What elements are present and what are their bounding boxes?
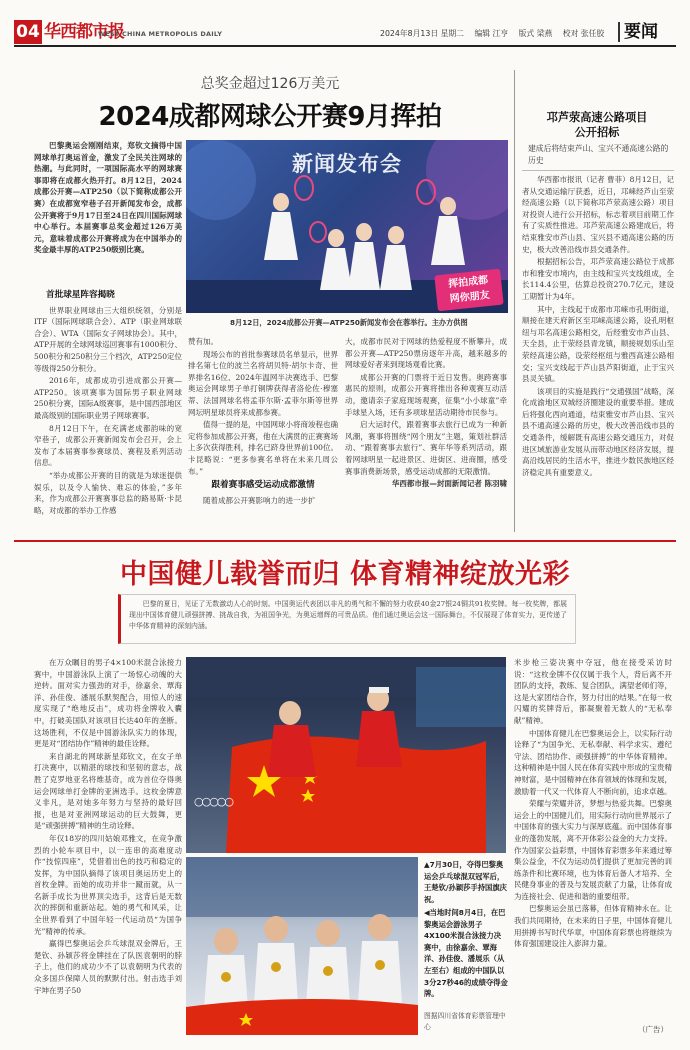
tennis-headline: 2024成都网球公开赛9月挥拍	[98, 102, 442, 132]
tennis-col2-tail: 随着成都公开赛影响力的进一步扩	[203, 495, 316, 505]
swimming-scene	[186, 857, 418, 1035]
highway-para: 华西都市报讯（记者 曹菲）8月12日，记者从交通运输厅获悉，近日，邛崃经芦山至荥经高速公路（以下简称邛芦荥高速公路）项目对投资人进行公开招标，标志着项目前期工作有了实质性推进。邛芦荥高速公路建成后，将结束雅安市芦山县、宝兴县不通高速公路的历史，极大改善沿线市县交通条件。	[522, 175, 674, 254]
olympics-right-para: 米步枪三姿决赛中夺冠，他在接受采访时说：“这枚金牌不仅仅属于我个人，背后离不开团队的支持，教练、复合团队，满望老师们等，这是大家团结合作，努力付出的结果。”在每一枚闪耀的奖牌背后，都凝聚着无数人的“无私奉献”精神。	[514, 658, 672, 725]
tennis-column-3	[345, 336, 507, 532]
tennis-kicker: 总奖金超过126万美元	[200, 76, 340, 92]
olympics-headline: 中国健儿载誉而归 体育精神绽放光彩	[120, 559, 570, 590]
olympics-intro-box	[118, 594, 576, 644]
header-rule	[14, 45, 676, 47]
tennis-subhead-1: 首批球星阵容揭晓	[46, 290, 115, 300]
table-tennis-caption: ▲7月30日，夺得巴黎奥运会乒乓球混双冠军后，王楚钦/孙颖莎手持国旗庆祝。	[424, 860, 507, 904]
swimming-relay-photo	[186, 857, 418, 1035]
tennis-column-2	[188, 336, 338, 532]
tennis-col1-para: “举办成都公开赛的目的就是为球迷提供娱乐，以及令人愉快、难忘的体验，”多年来，作为成都公开赛赛事总监的路易斯·卡昆略，对成都的举办工作感	[34, 470, 182, 515]
highway-body	[522, 174, 674, 532]
table-tennis-photo	[186, 657, 506, 853]
tennis-col2-para: 现场公布的首批参赛球员名单显示，世界排名第七位的波兰名将胡贝特·胡尔卡奇、世界排名16位、2024年温网半决赛选手、巴黎奥运会网球男子单打铜牌获得者洛伦佐·穆塞蒂、法国网球名将孟菲尔斯·孟菲尔斯等世界网坛明星球员将来成都参赛。	[188, 349, 338, 417]
tennis-col1-para: 2016年，成都成功引进成都公开赛—ATP250。该项赛事为国际男子职业网球250积分赛，国际A级赛事，是中国西部地区最高级别的国际职业男子网球赛事。	[34, 376, 182, 420]
tennis-col3-para: 大，成都市民对于网球的热爱程度不断攀升，成都公开赛—ATP250票房逐年升高，越来越多的网球爱好者来到现场观看比赛。	[345, 337, 507, 370]
olympics-right-column	[514, 657, 672, 1035]
table-tennis-scene	[186, 657, 506, 853]
paper-name-en: WEST CHINA METROPOLIS DAILY	[98, 30, 223, 38]
tennis-col1-para: 8月12日下午，在充满老成都韵味的宽窄巷子，成都公开赛新闻发布会召开，会上发布了本届赛事参赛球员、赛程及系列活动信息。	[34, 423, 182, 468]
page-number: 04	[14, 20, 42, 44]
tennis-col2-para: 值得一提的是，中国网球小将商竣程也确定将参加成都公开赛，他在大满贯的正赛赛场上多次获得胜利，排名已跻身世界前100位。卡昆略说：“更多参赛名单将在未来几周公布。”	[188, 420, 338, 476]
press-conference-photo	[186, 140, 508, 313]
olympics-top-rule	[14, 540, 676, 542]
tennis-lead	[34, 140, 182, 287]
olympics-left-para: 来自湖北的网球新星郑钦文，在女子单打决赛中，以精湛的球技和坚韧的意志，战胜了克罗地亚名将维基奇，成为首位夺得奥运会网球单打金牌的亚洲选手。这枚金牌意义非凡，是对她多年努力与坚持的最好回报，也是对亚洲网球运动的巨大鼓舞，更是“顽强拼搏”精神的生动诠释。	[34, 751, 182, 831]
tennis-col3-para: 成都公开赛的门票将于近日发售。奥跨赛事惠民的原则，成都公开赛将推出各种观赛互动活动，邀请亲子家庭现场观赛，征集“小小球童”牵手球星入场，还有多项球星活动期待市民参与。	[345, 372, 507, 417]
event-banner	[434, 269, 503, 312]
olympics-intro: 巴黎的夏日，见证了无数激动人心的时刻。中国奥运代表团以非凡的勇气和不懈的努力收获40金27银24铜共91枚奖牌。每一枚奖牌，都展现出中国体育健儿顽强拼搏、挑战自我，为祖国争光，为奥运增辉的可贵品质。他们通过奥运会这一国际舞台，不仅展现了体育实力，更传递了中华体育精神的深刻内涵。	[129, 600, 567, 630]
olympics-right-para: 荣耀与荣耀并济，梦想与热爱共舞。巴黎奥运会上的中国健儿们，用实际行动向世界展示了中国体育的强大实力与深厚底蕴。而中国体育事业的蓬勃发展，离不开体彩公益金的大力支持。作为国家公益彩票，中国体育彩票多年来通过筹集公益金，不仅为运动员们提供了更加完善的训练条件和比赛环境，也为体育后备人才培养、全民健身事业的普及与发展贡献了力量，让体育成为连接社会、促进和谐的重要纽带。	[514, 799, 672, 901]
banner-line2: 网你朋友	[449, 289, 491, 306]
designer: 版式 梁燕	[518, 29, 553, 38]
highway-para: 该项目的实施是践行“交通强国”战略，深化成渝地区双城经济圈建设的重要举措。建成后将强化西向通道，结束雅安市芦山县、宝兴县不通高速公路的历史，极大改善沿线市县的交通条件，缓解既有高速公路交通压力，对促进区域旅游业发展从而带动地区经济发展，提高沿线居民的生活水平，推进少数民族地区经济稳定具有重要意义。	[522, 386, 674, 477]
tennis-lead-text: 巴黎奥运会刚刚结束，郑钦文摘得中国网球单打奥运首金，激发了全民关注网球的热潮。与此同时，一项国际高水平的网球赛事即将在成都火热开打。8月12日，2024成都公开赛—ATP250（以下简称成都公开赛）在成都宽窄巷子召开新闻发布会，成都公开赛将于9月17日至24日在四川国际网球中心举行。本届赛事总奖金超过126万美元，意味着成都公开赛将成为在中国举办的奖金最丰厚的ATP250级别比赛。	[34, 141, 182, 255]
banner-line1: 挥拍成都	[447, 274, 489, 291]
tennis-col3-para: 启大运时代，跟着赛事去旅行已成为一种新风潮，赛事将围绕“网个朋友”主题，策划社群活动、“跟着赛事去旅行”、赛年华等系列活动，跟着网球明星一起进景区、进街区、进商圈，感受赛事消费新场景，感受运动成都的无限激情。	[345, 420, 507, 476]
section-label: 要闻	[624, 22, 658, 42]
tennis-col2-para: 赞有加。	[188, 337, 218, 346]
ad-tag: （广告）	[638, 1025, 668, 1034]
tennis-subhead-2: 跟着赛事感受运动成都激情	[211, 480, 315, 491]
issue-info	[380, 28, 604, 39]
tennis-signoff: 华西都市报—封面新闻记者 陈羽啸	[391, 479, 507, 489]
paper-logo: 华西都市报	[44, 22, 124, 42]
olympics-left-para: 年仅18岁的四川姑娘邓雅文，在竞争激烈的小轮车项目中，以一连串的高难度动作“技惊四座”，凭借着出色的技巧和稳定的发挥，为中国队摘得了该项目奥运历史上的首枚金牌。而她的成功并非一蹴而就，从一名新手成长为世界顶尖选手，这背后是无数次的摔倒和重新站起。她的勇气和风采，让全世界看到了中国年轻一代运动员“为国争光”精神的传承。	[34, 833, 182, 936]
highway-para: 其中，主线起于成都市邛崃市孔明街道，顺接在建天府新区至邛崃高速公路，设孔明枢纽与邛名高速公路相交，后经雅安市芦山县、天全县，止于荥经县青龙镇，顺接规划乐山至荥经高速公路，设荥经枢纽与雅西高速公路相交；宝兴支线起于芦山县芦阳街道，止于宝兴县灵关镇。	[522, 304, 674, 384]
olympics-left-para: 赢得巴黎奥运会乒乓球混双金牌后，王楚钦、孙颖莎将金牌挂在了队医袁朝明的脖子上，他们的成功少不了以袁朝明为代表的众多国乒保障人员的默默付出。射击选手刘宇坤在男子50	[34, 939, 182, 995]
highway-para: 根据招标公告，邛芦荥高速公路位于成都市和雅安市境内，由主线和宝兴支线组成，全长114.4公里，估算总投资270.7亿元，建设工期暂计为4年。	[522, 257, 674, 301]
olympics-left-para: 在万众瞩目的男子4×100米混合泳接力赛中，中国游泳队上演了一场惊心动魄的大逆转。面对实力强劲的对手，徐嘉余、覃海洋、孙佳俊、潘展乐默契配合，用惊人的速度实现了“绝地反击”，成功将金牌收入囊中，打破美国队对该项目长达40年的垄断。这场胜利，不仅是中国游泳队实力的体现，更是对“团结协作”精神的最佳诠释。	[34, 658, 182, 749]
olympics-left-column	[34, 657, 182, 1035]
press-photo-caption: 8月12日，2024成都公开赛—ATP250新闻发布会在蓉举行。主办方供图	[230, 318, 468, 327]
column-divider	[514, 70, 515, 532]
editor: 编辑 江亨	[474, 29, 509, 38]
olympic-rings: ○○○○○	[194, 795, 232, 808]
tennis-col1-para: 世界职业网球由三大组织统领，分别是ITF（国际网球联合会）、ATP（职业网球联合会）、WTA（国际女子网球协会）。其中，ATP开展的全球网球巡回赛事有1000积分、500积分和250积分三个档次，ATP250定位等级得250分积分。	[34, 305, 182, 373]
tennis-column-1	[34, 287, 182, 532]
page-header	[0, 0, 690, 46]
proofreader: 校对 张任胶	[562, 29, 605, 38]
highway-deck: 建成后将结束芦山、宝兴不通高速公路的历史	[528, 144, 669, 165]
olympics-right-para: 中国体育健儿在巴黎奥运会上，以实际行动诠释了“为国争光、无私奉献、科学求实、遵纪守法、团结协作、顽强拼搏”的中华体育精神。这种精神是中国人民在体育实践中形成的宝贵精神财富，是中国精神在体育领域的体现和发展，激励着一代又一代体育人不断向前，追求卓越。	[514, 728, 672, 796]
highway-deck-rule	[522, 170, 674, 171]
issue-date: 2024年8月13日 星期二	[380, 29, 464, 38]
swimming-caption: ◀当地时间8月4日，在巴黎奥运会游泳男子4X100米混合泳接力决赛中，由徐嘉余、覃海洋、孙佳俊、潘展乐（从左至右）组成的中国队以3分27秒46的成绩夺得金牌。	[424, 908, 508, 999]
highway-headline-line1: 邛芦荥高速公路项目	[546, 111, 648, 124]
olympics-right-para: 巴黎奥运会虽已落幕，但体育精神永在。让我们共同期待，在未来的日子里，中国体育健儿用拼搏书写时代华章，中国体育彩票也将继续为体育强国建设注入澎湃力量。	[514, 904, 672, 949]
highway-headline	[520, 110, 674, 140]
photo-credit: 图据四川省体育彩票管理中心	[424, 1012, 506, 1031]
backdrop-text: 新闻发布会	[292, 152, 402, 176]
highway-headline-line2: 公开招标	[574, 126, 620, 139]
section-divider	[618, 22, 620, 42]
